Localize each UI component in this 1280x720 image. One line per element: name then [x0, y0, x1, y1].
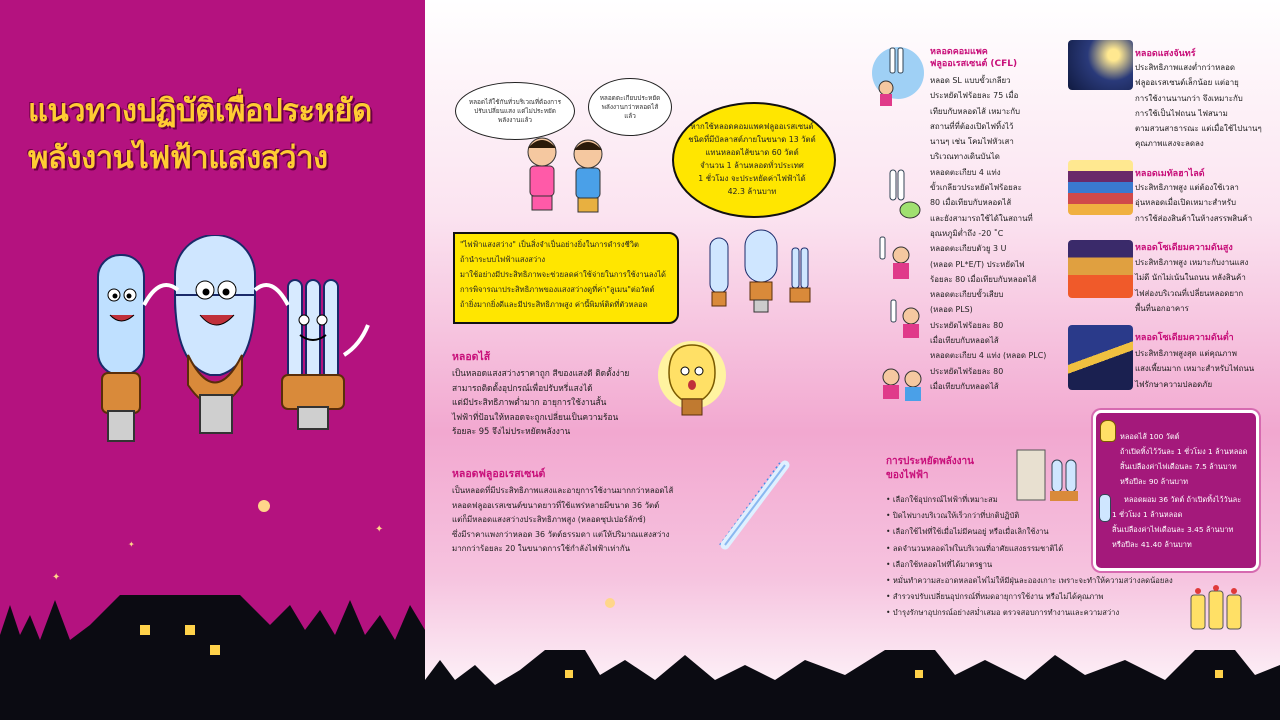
list-item: • บำรุงรักษาอุปกรณ์อย่างสม่ำเสมอ ตรวจสอบการทำงานและความสว่าง	[886, 608, 1120, 618]
bubble-1-text: หลอดไส้ใช้กันทั่วบริเวณที่ต้องการปรับเปลี่ยนแสง แต่ไม่ประหยัดพลังงานแล้ว	[468, 97, 562, 124]
bulb-trio-illustration	[700, 228, 825, 318]
bulb-compare-icon	[1100, 420, 1116, 442]
incandescent-heading: หลอดไส้	[452, 351, 491, 363]
incandescent-bulb-icon	[655, 335, 730, 435]
cfl-heading: หลอดคอมแพค ฟลูออเรสเซนต์ (CFL)	[930, 47, 1018, 69]
cfl-kid-icon	[885, 165, 925, 220]
fluorescent-tube-icon	[705, 455, 795, 555]
cfl-kid-icon	[875, 235, 915, 285]
moon-icon	[258, 500, 270, 512]
cfl-kid-icon	[877, 357, 927, 407]
moonlight-lamp-image	[1068, 40, 1133, 90]
list-item: • ปิดไฟบางบริเวณให้เร็วกว่าที่ปกติปฏิบัติ	[886, 511, 1020, 521]
high-pressure-sodium-image	[1068, 240, 1133, 298]
list-item: • หมั่นทำความสะอาดหลอดไฟไม่ให้มีฝุ่นละอองเกาะ เพราะจะทำให้ความสว่างลดน้อยลง	[886, 576, 1173, 586]
list-item: • ลดจำนวนหลอดไฟในบริเวณที่อาศัยแสงธรรมชาติได้	[886, 543, 1064, 553]
cover-title-line2: พลังงานไฟฟ้าแสงสว่าง	[28, 140, 328, 176]
intro-text: "ไฟฟ้าแสงสว่าง" เป็นสิ่งจำเป็นอย่างยิ่งในการดำรงชีวิต ถ้านำระบบไฟฟ้าแสงสว่าง มาใช้อย่างมีประสิทธิภาพจะช่วยลดค่าใช้จ่ายในการใช้งานลงได้ การพิจารณาประสิทธิภาพของแสงสว่างดูที่ค่า"ลูเมน"ต่อวัตต์ ถ้ายิ่งมากยิ่งดีและมีประสิทธิภาพสูง ค่านี้พิมพ์ติดที่ตัวหลอด	[460, 240, 666, 309]
star-icon: ✦	[375, 524, 384, 535]
speech-bubble-2	[588, 78, 672, 136]
bulb-mascots-illustration	[60, 235, 380, 465]
metal-heading: หลอดเมทัลฮาไลด์	[1135, 169, 1205, 179]
highsodium-text: ประสิทธิภาพสูงสุด แต่คุณภาพ แสงเพี้ยนมาก เหมาะสำหรับไฟถนน ไฟรักษาความปลอดภัย	[1135, 349, 1255, 389]
cfl-thumb-icon	[868, 38, 928, 108]
moon-heading: หลอดแสงจันทร์	[1135, 49, 1196, 59]
list-item: • สำรวจปรับเปลี่ยนอุปกรณ์ที่หมดอายุการใช้งาน หรือไม่ได้คุณภาพ	[886, 592, 1104, 602]
moon-text: ประสิทธิภาพแสงต่ำกว่าหลอด ฟลูออเรสเซนต์เล็กน้อย แต่อายุ การใช้งานนานกว่า จึงเหมาะกับ การใช้เป็นไฟถนน ไฟสนาม ตามสวนสาธารณะ แต่เมื่อใช้ไปนานๆ คุณภาพแสงจะลดลง	[1135, 63, 1262, 149]
village-silhouette	[425, 640, 1280, 720]
star-icon: ✦	[52, 572, 61, 583]
moon-icon	[605, 598, 615, 608]
star-icon: ✦	[128, 540, 135, 549]
cover-title	[28, 88, 408, 182]
comparison-text-b: หลอดผอม 36 วัตต์ ถ้าเปิดทิ้งไว้วันละ 1 ชั่วโมง 1 ล้านหลอด สิ้นเปลืองค่าไฟเดือนละ 3.45 ล้านบาท หรือปีละ 41.40 ล้านบาท	[1112, 495, 1242, 549]
cover-title-line1: แนวทางปฏิบัติเพื่อประหยัด	[28, 93, 372, 129]
village-silhouette	[0, 585, 425, 720]
list-item: • เลือกใช้ไฟที่ใช้เมื่อไม่มีคนอยู่ หรือเมื่อเลิกใช้งาน	[886, 527, 1049, 537]
cover-panel	[0, 0, 425, 720]
saving-heading: การประหยัดพลังงาน ของไฟฟ้า	[886, 456, 975, 481]
lowsodium-heading: หลอดโซเดียมความดันสูง	[1135, 243, 1233, 253]
fluorescent-text: เป็นหลอดที่มีประสิทธิภาพแสงและอายุการใช้งานมากกว่าหลอดไส้ หลอดฟลูออเรสเซนต์ขนาดยาวที่ใช้แพร่หลายมีขนาด 36 วัตต์ แต่ก็มีหลอดแสงสว่างประสิทธิภาพสูง (หลอดซุปเปอร์ลักซ์) ซึ่งมีราคาแพงกว่าหลอด 36 วัตต์ธรรมดา แต่ให้ปริมาณแสงสว่าง มากกว่าร้อยละ 20 ในขนาดการใช้กำลังไฟฟ้าเท่ากัน	[452, 486, 674, 553]
highsodium-heading: หลอดโซเดียมความดันต่ำ	[1135, 333, 1234, 343]
bubble-2-text: หลอดตะเกียบประหยัดพลังงานกว่าหลอดไส้แล้ว	[599, 93, 661, 120]
low-pressure-sodium-image	[1068, 325, 1133, 390]
list-item: • เลือกใช้หลอดไฟที่ได้มาตรฐาน	[886, 559, 993, 569]
cfl-kid-icon	[885, 298, 925, 343]
savings-speech-text: หากใช้หลอดคอมแพคฟลูออเรสเซนต์ ชนิดที่มีบัลลาสต์ภายในขนาด 13 วัตต์ แทนหลอดไส้ขนาด 60 วัตต์ จำนวน 1 ล้านหลอดทั่วประเทศ 1 ชั่วโมง จะประหยัดค่าไฟฟ้าได้ 42.3 ล้านบาท	[688, 122, 816, 196]
bottom-mascots-illustration	[1185, 585, 1250, 640]
incandescent-text: เป็นหลอดแสงสว่างราคาถูก สีของแสงดี ติดตั้งง่าย สามารถติดตั้งอุปกรณ์เพื่อปรับหรี่แสงได้ แต่มีประสิทธิภาพต่ำมาก อายุการใช้งานสั้น ไฟฟ้าที่ป้อนให้หลอดจะถูกเปลี่ยนเป็นความร้อน ร้อยละ 95 จึงไม่ประหยัดพลังงาน	[452, 368, 630, 436]
metal-halide-image	[1068, 160, 1133, 215]
comparison-text-a: หลอดไส้ 100 วัตต์ ถ้าเปิดทิ้งไว้วันละ 1 ชั่วโมง 1 ล้านหลอด สิ้นเปลืองค่าไฟเดือนละ 7.5 ล้านบาท หรือปีละ 90 ล้านบาท	[1120, 432, 1248, 486]
kids-illustration	[510, 130, 620, 225]
fluorescent-heading: หลอดฟลูออเรสเซนต์	[452, 468, 546, 480]
lowsodium-text: ประสิทธิภาพสูง เหมาะกับงานแสง ไม่ดี นักไม่เน้นในถนน หลังสินค้า ไฟส่องบริเวณที่เปลี่ยนหลอดยาก พื้นที่นอกอาคาร	[1135, 258, 1249, 313]
speech-bubble-1	[455, 82, 575, 140]
tube-compare-icon	[1099, 494, 1111, 522]
list-item: • เลือกใช้อุปกรณ์ไฟฟ้าที่เหมาะสม	[886, 495, 998, 504]
metal-text: ประสิทธิภาพสูง แต่ต้องใช้เวลา อุ่นหลอดเมื่อเปิดเหมาะสำหรับ การใช้ส่องสินค้าในห้างสรรพสินค้า	[1135, 183, 1253, 223]
cfl-text-1: หลอด SL แบบขั้วเกลียว ประหยัดไฟร้อยละ 75 เมื่อ เทียบกับหลอดไส้ เหมาะกับ สถานที่ที่ต้องเปิดไฟทิ้งไว้ นานๆ เช่น โคมไฟหัวเสา บริเวณทางเดินบันได หลอดตะเกียบ 4 แท่ง ขั้วเกลียวประหยัดไฟร้อยละ 80 เมื่อเทียบกับหลอดไส้ และยังสามารถใช้ได้ในสถานที่ อุณหภูมิต่ำถึง -20 ˚C หลอดตะเกียบตัวยู 3 U (หลอด PL*E/T) ประหยัดไฟ ร้อยละ 80 เมื่อเทียบกับหลอดไส้ หลอดตะเกียบขั้วเสียบ (หลอด PLS) ประหยัดไฟร้อยละ 80 เมื่อเทียบกับหลอดไส้ หลอดตะเกียบ 4 แท่ง (หลอด PLC) ประหยัดไฟร้อยละ 80 เมื่อเทียบกับหลอดไส้	[930, 76, 1047, 391]
